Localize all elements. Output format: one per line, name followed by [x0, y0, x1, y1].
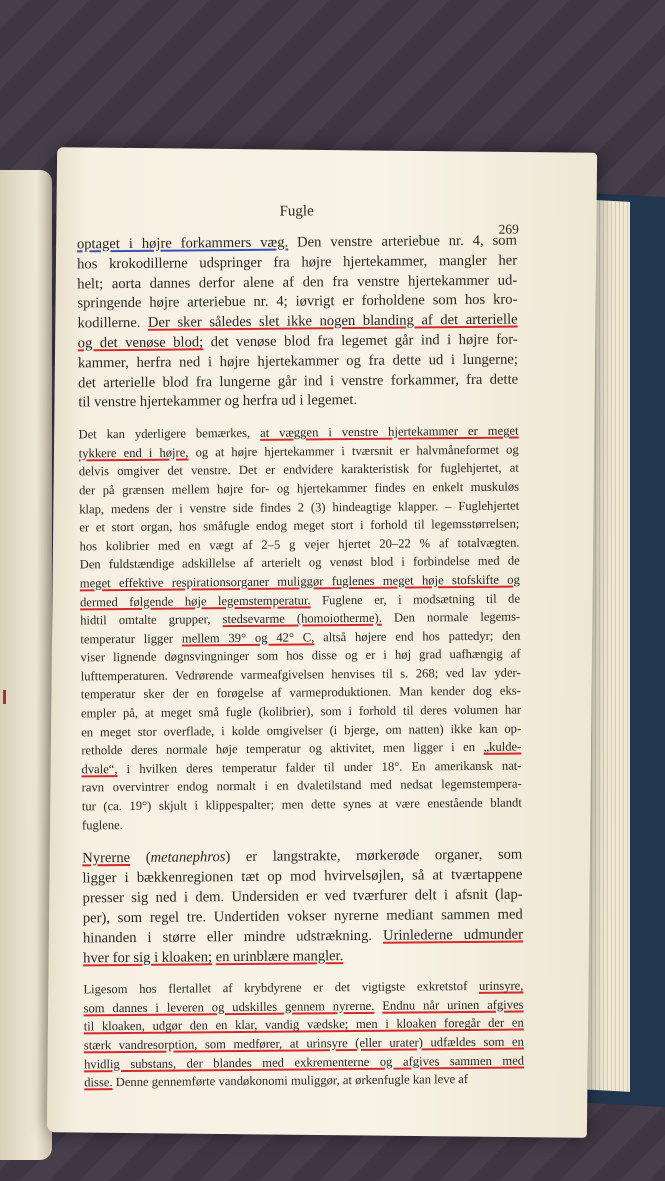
text-segment: lufttemperaturen. Vedrørende varmeafgivelsen henvises til s. 268; ved lav yder- [80, 665, 521, 684]
text-segment: springende højre arteriebue nr. 4; iøvrigt er forholdene som hos kro- [77, 291, 518, 312]
text-segment: temperatur sker der en forøgelse af varmeproduktionen. Man kender dog eks- [80, 684, 521, 702]
text-line [83, 945, 523, 969]
text-segment: tur (ca. 19°) skjult i klippespalter; men dette synes at være enestående blandt [81, 795, 522, 814]
underlined-phrase: som dannes i leveren og udskilles gennem nyrerne. [83, 998, 375, 1016]
text-segment: ) er langstrakte, mørkerøde organer, som [225, 846, 523, 866]
underlined-phrase: „kulde- [483, 739, 522, 755]
text-segment: Denne gennemførte vandøkonomi muliggør, at ørkenfugle kan leve af [112, 1072, 469, 1090]
book-page [47, 147, 597, 1138]
text-segment: ( [130, 850, 151, 867]
paragraph-kidneys [82, 845, 523, 969]
text-line [82, 794, 522, 816]
text-line [82, 812, 522, 834]
paragraph-heart-temperature [78, 422, 522, 835]
underlined-phrase: stedsevarme (homoiotherme). [222, 610, 382, 627]
text-segment: delvis omgiver det venstre. Det er endvidere karakteristisk for fuglehjertet, at [78, 460, 519, 479]
text-segment [374, 999, 382, 1013]
text-segment: hos krokodillerne udspringer fra højre hjertekammer, mangler her [77, 252, 518, 273]
text-segment: hos kolibrier med en vægt af 2–5 g vejer hjertet 20–22 % af totalvægten. [79, 535, 520, 554]
text-segment: fuglene. [81, 817, 123, 833]
text-segment: der på grænsen mellem højre for- og hjertekammer findes en enkelt muskuløs [78, 479, 520, 498]
text-segment: ligger i bækkenregionen tæt op mod hvirvelsøjlen, så at tværtappene [82, 866, 523, 887]
text-segment: altså højere end hos pattedyr; den [314, 628, 521, 645]
text-segment: per), som regel tre. Undertiden vokser nyrerne mediant sammen med [82, 906, 523, 927]
text-segment: Fuglene er, i modsætning til de [310, 591, 521, 607]
underlined-phrase: Der sker således slet ikke nogen blanding af det arterielle [147, 311, 518, 331]
underlined-phrase: stærk vandresorption, som medfører, at urinsyre (eller urater) udfældes som en [83, 1034, 524, 1053]
text-segment: klap, medens der i venstre side findes 2 (3) hindeagtige klapper. – Fuglehjertet [79, 498, 520, 516]
text-segment: Den venstre arteriebue nr. 4, som [288, 232, 517, 251]
underlined-phrase: Nyrerne [82, 850, 131, 867]
page-header [77, 202, 517, 236]
underlined-phrase: meget effektive respirationsorganer muliggør fuglenes meget høje stofskifte og [79, 572, 520, 591]
italic-term: metanephros [150, 849, 226, 867]
text-line [84, 1070, 524, 1092]
page-number: 269 [498, 221, 519, 237]
paragraph-heart-circulation [77, 232, 519, 414]
page-text [77, 202, 525, 1093]
underlined-phrase: tykkere end i højre, [78, 445, 189, 461]
text-segment: Den fuldstændige adskillelse af arterielt og venøst blod i forbindelse med de [79, 553, 520, 572]
text-segment: er et stort organ, hos småfugle endog meget stort i forhold til legemsstørrelsen; [79, 516, 520, 535]
text-segment: kodillerne. [77, 314, 149, 332]
text-segment: ravn overvintrer endog normalt i en dvaletilstand med nedsat legemstempera- [81, 776, 522, 795]
underlined-phrase: og det venøse blod; [77, 334, 204, 352]
text-segment: hinanden i større eller mindre udstrækning. [82, 927, 384, 947]
running-title: Fugle [279, 203, 314, 220]
left-page-edge [0, 170, 52, 1160]
text-segment: til venstre hjertekammer og herfra ud i legemet. [78, 392, 358, 411]
underlined-phrase: disse. [84, 1075, 113, 1090]
text-segment: helt; aorta dannes derfor alene af den fra venstre hjertekammer ud- [77, 272, 518, 292]
text-segment: presser sig ned i dem. Undersiden er ved tværfurer delt i afsnit (lap- [82, 886, 523, 907]
text-segment: temperatur ligger [80, 631, 182, 647]
text-line [83, 925, 523, 949]
underlined-phrase: til kloaken, udgør den en klar, vandig vædske; men i kloaken foregår der en [83, 1015, 524, 1034]
paragraph-excretion [83, 977, 524, 1092]
text-segment: empler på, at meget små fugle (kolibrier), som i forhold til deres volumen har [80, 702, 522, 721]
underlined-phrase: Endnu når urinen afgives [382, 997, 524, 1013]
text-segment: Den normale legems- [381, 609, 521, 625]
text-segment: en meget stor overflade, i kolde omgivelser (i bjerge, om natten) ikke kan op- [81, 721, 522, 740]
underlined-phrase: dvale“, [81, 761, 118, 777]
text-line [78, 390, 518, 414]
underlined-phrase: optaget i højre forkammers væg. [76, 234, 289, 253]
text-segment: Det kan yderligere bemærkes, [78, 425, 261, 442]
underlined-phrase: Urinlederne udmunder [382, 926, 524, 944]
underlined-phrase: at væggen i venstre hjertekammer er meget [260, 423, 519, 440]
underlined-phrase: urinsyre, [478, 978, 524, 994]
text-segment: kammer, herfra ned i højre hjertekammer og fra dette ud i lungerne; [77, 351, 518, 372]
text-segment: Ligesom hos flertallet af krybdyrene er det vigtigste exkretstof [83, 979, 480, 997]
underlined-phrase: hver for sig i kloaken; [83, 949, 213, 967]
text-segment: det venøse blod fra legemet går ind i højre for- [203, 331, 518, 351]
underlined-phrase: en urinblære mangler. [215, 948, 344, 966]
text-segment: retholde deres normale høje temperatur og aktivitet, men ligger i en [81, 740, 484, 758]
underlined-phrase: mellem 39° og 42° C, [181, 630, 315, 646]
text-segment: og at højre hjertekammer i tværsnit er halvmåneformet og [188, 442, 519, 460]
text-segment: viser lignende døgnsvingninger som hos disse og er i høj grad uafhængig af [80, 646, 521, 665]
underlined-phrase: hvidlig substans, der blandes med exkrementerne og afgives sammen med [83, 1053, 525, 1071]
underlined-phrase: dermed følgende høje legemstemperatur. [79, 592, 311, 609]
text-segment: det arterielle blod fra lungerne går ind i venstre forkammer, fra dette [78, 371, 519, 391]
text-segment: hidtil omtalte grupper, [80, 612, 223, 628]
text-segment: i hvilken deres temperatur falder til under 18°. En amerikansk nat- [117, 758, 522, 776]
left-page-red-mark [3, 690, 6, 704]
